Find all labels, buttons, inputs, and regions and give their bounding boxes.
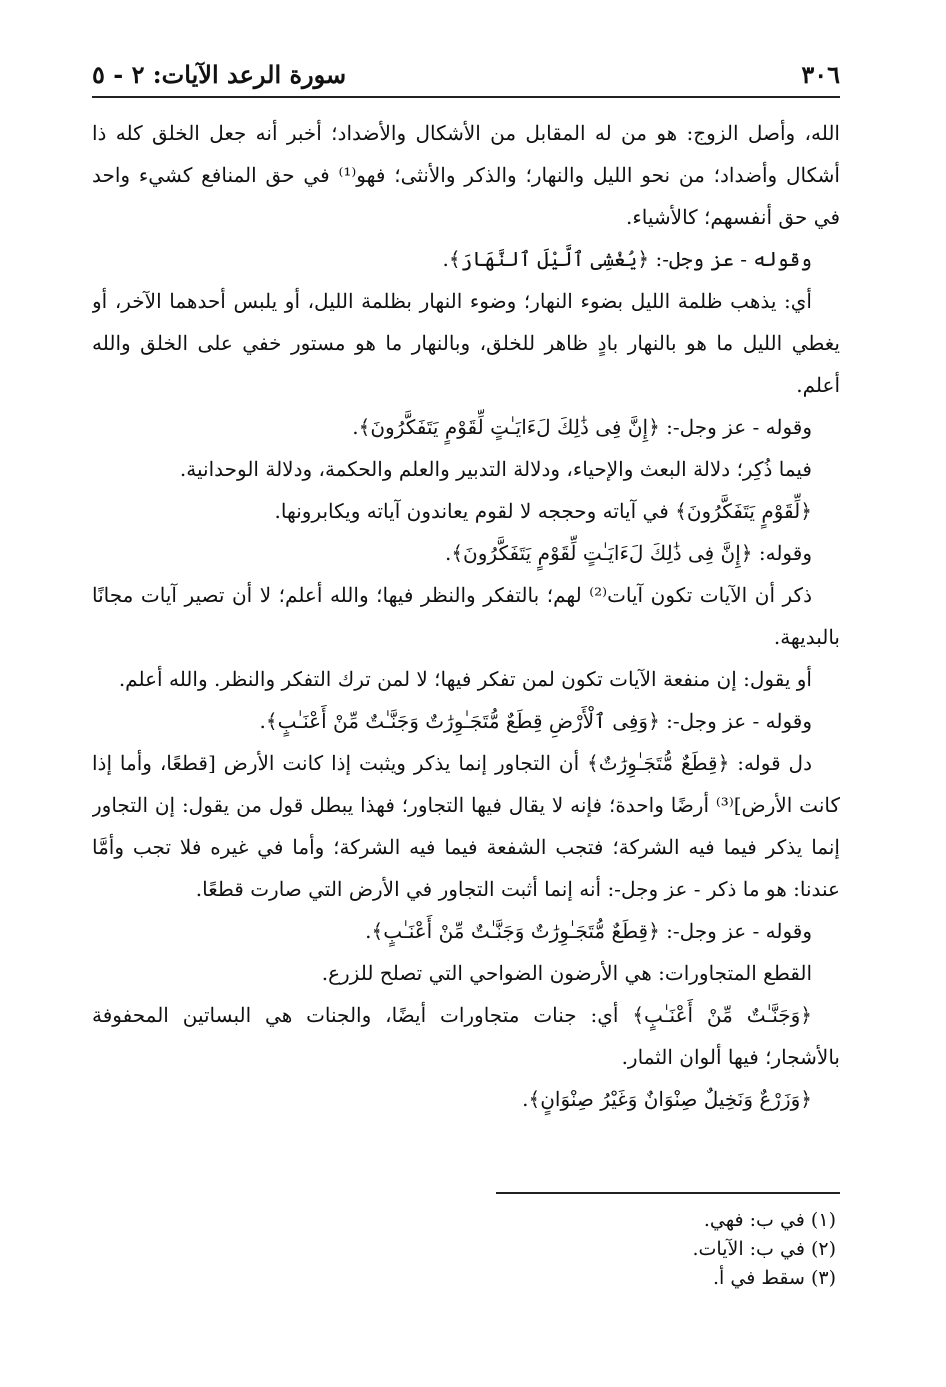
paragraph: أو يقول: إن منفعة الآيات تكون لمن تفكر فيها؛ لا لمن ترك التفكر والنظر. والله أعلم. <box>118 667 812 691</box>
paragraph: وقوله - عز وجل-: ﴿قِطَعٌ مُّتَجَـٰوِرَٰتٌ وَجَنَّـٰتٌ مِّنْ أَعْنَـٰبٍ﴾. <box>365 919 812 943</box>
paragraph: ذكر أن الآيات تكون آيات⁽²⁾ لهم؛ بالتفكر والنظر فيها؛ والله أعلم؛ لا أن تصير آيات مجانًا بالبديهة. <box>92 583 840 649</box>
paragraph: ﴿وَزَرْعٌ وَنَخِيلٌ صِنْوَانٌ وَغَيْرُ صِنْوَانٍ﴾. <box>522 1087 812 1111</box>
paragraph: وقوله - عز وجل-: ﴿وَفِى ٱلْأَرْضِ قِطَعٌ مُّتَجَـٰوِرَٰتٌ وَجَنَّـٰتٌ مِّنْ أَعْنَـٰبٍ﴾. <box>259 709 812 733</box>
paragraph: فيما ذُكِر؛ دلالة البعث والإحياء، ودلالة التدبير والعلم والحكمة، ودلالة الوحدانية. <box>179 457 812 481</box>
footnote: (٢) في ب: الآيات. <box>692 1238 836 1260</box>
header-rule <box>92 96 840 98</box>
running-title: سورة الرعد الآيات: ٢ - ٥ <box>92 60 347 89</box>
paragraph: الله، وأصل الزوج: هو من له المقابل من الأشكال والأضداد؛ أخبر أنه جعل الخلق كله ذا أشكال وأضداد؛ من نحو الليل والنهار؛ والذكر والأنثى؛ فهو⁽¹⁾ في حق المنافع كشيء واحد في حق أنفسهم؛ كالأشياء. <box>92 121 840 229</box>
page-header <box>92 58 840 94</box>
paragraph: ﴿وَجَنَّـٰتٌ مِّنْ أَعْنَـٰبٍ﴾ أي: جنات متجاورات أيضًا، والجنات هي البساتين المحفوفة بالأشجار؛ فيها ألوان الثمار. <box>92 1003 840 1069</box>
footnote: (١) في ب: فهي. <box>703 1209 836 1231</box>
footnote-separator <box>496 1192 840 1194</box>
paragraph: القطع المتجاورات: هي الأرضون الضواحي التي تصلح للزرع. <box>321 961 812 985</box>
paragraph: وقوله: ﴿إِنَّ فِى ذَٰلِكَ لَءَايَـٰتٍ لِّقَوْمٍ يَتَفَكَّرُونَ﴾. <box>444 541 812 565</box>
paragraph: أي: يذهب ظلمة الليل بضوء النهار؛ وضوء النهار بظلمة الليل، أو يلبس أحدهما الآخر، أو يغطي الليل ما هو بالنهار بادٍ ظاهر للخلق، وبالنهار ما هو مستور خفي على الخلق والله أعلم. <box>92 289 840 397</box>
main-text <box>92 112 840 1172</box>
footnotes <box>92 1206 840 1293</box>
paragraph: وقوله - عز وجل-: ﴿إِنَّ فِى ذَٰلِكَ لَءَايَـٰتٍ لِّقَوْمٍ يَتَفَكَّرُونَ﴾. <box>352 415 812 439</box>
footnote: (٣) سقط في أ. <box>713 1267 836 1289</box>
paragraph: ﴿لِّقَوْمٍ يَتَفَكَّرُونَ﴾ في آياته وحججه لا لقوم يعاندون آياته ويكابرونها. <box>274 499 812 523</box>
paragraph: دل قوله: ﴿قِطَعٌ مُّتَجَـٰوِرَٰتٌ﴾ أن التجاور إنما يذكر ويثبت إذا كانت الأرض [قطعًا، وأما إذا كانت الأرض]⁽³⁾ أرضًا واحدة؛ فإنه لا يقال فيها التجاور؛ فهذا يبطل قول من يقول: إن التجاور إنما يذكر فيما فيه الشركة؛ فتجب الشفعة فيما فيه الشركة؛ وأما في غيره فلا تجب وأمَّا عندنا: هو ما ذكر - عز وجل-: أنه إنما أثبت التجاور في الأرض التي صارت قطعًا. <box>92 751 840 901</box>
paragraph: وقوله - عز وجل-: ﴿يُغْشِى ٱلَّيْلَ ٱلنَّهَارَ﴾. <box>442 247 812 271</box>
page-number: ٣٠٦ <box>801 60 840 89</box>
